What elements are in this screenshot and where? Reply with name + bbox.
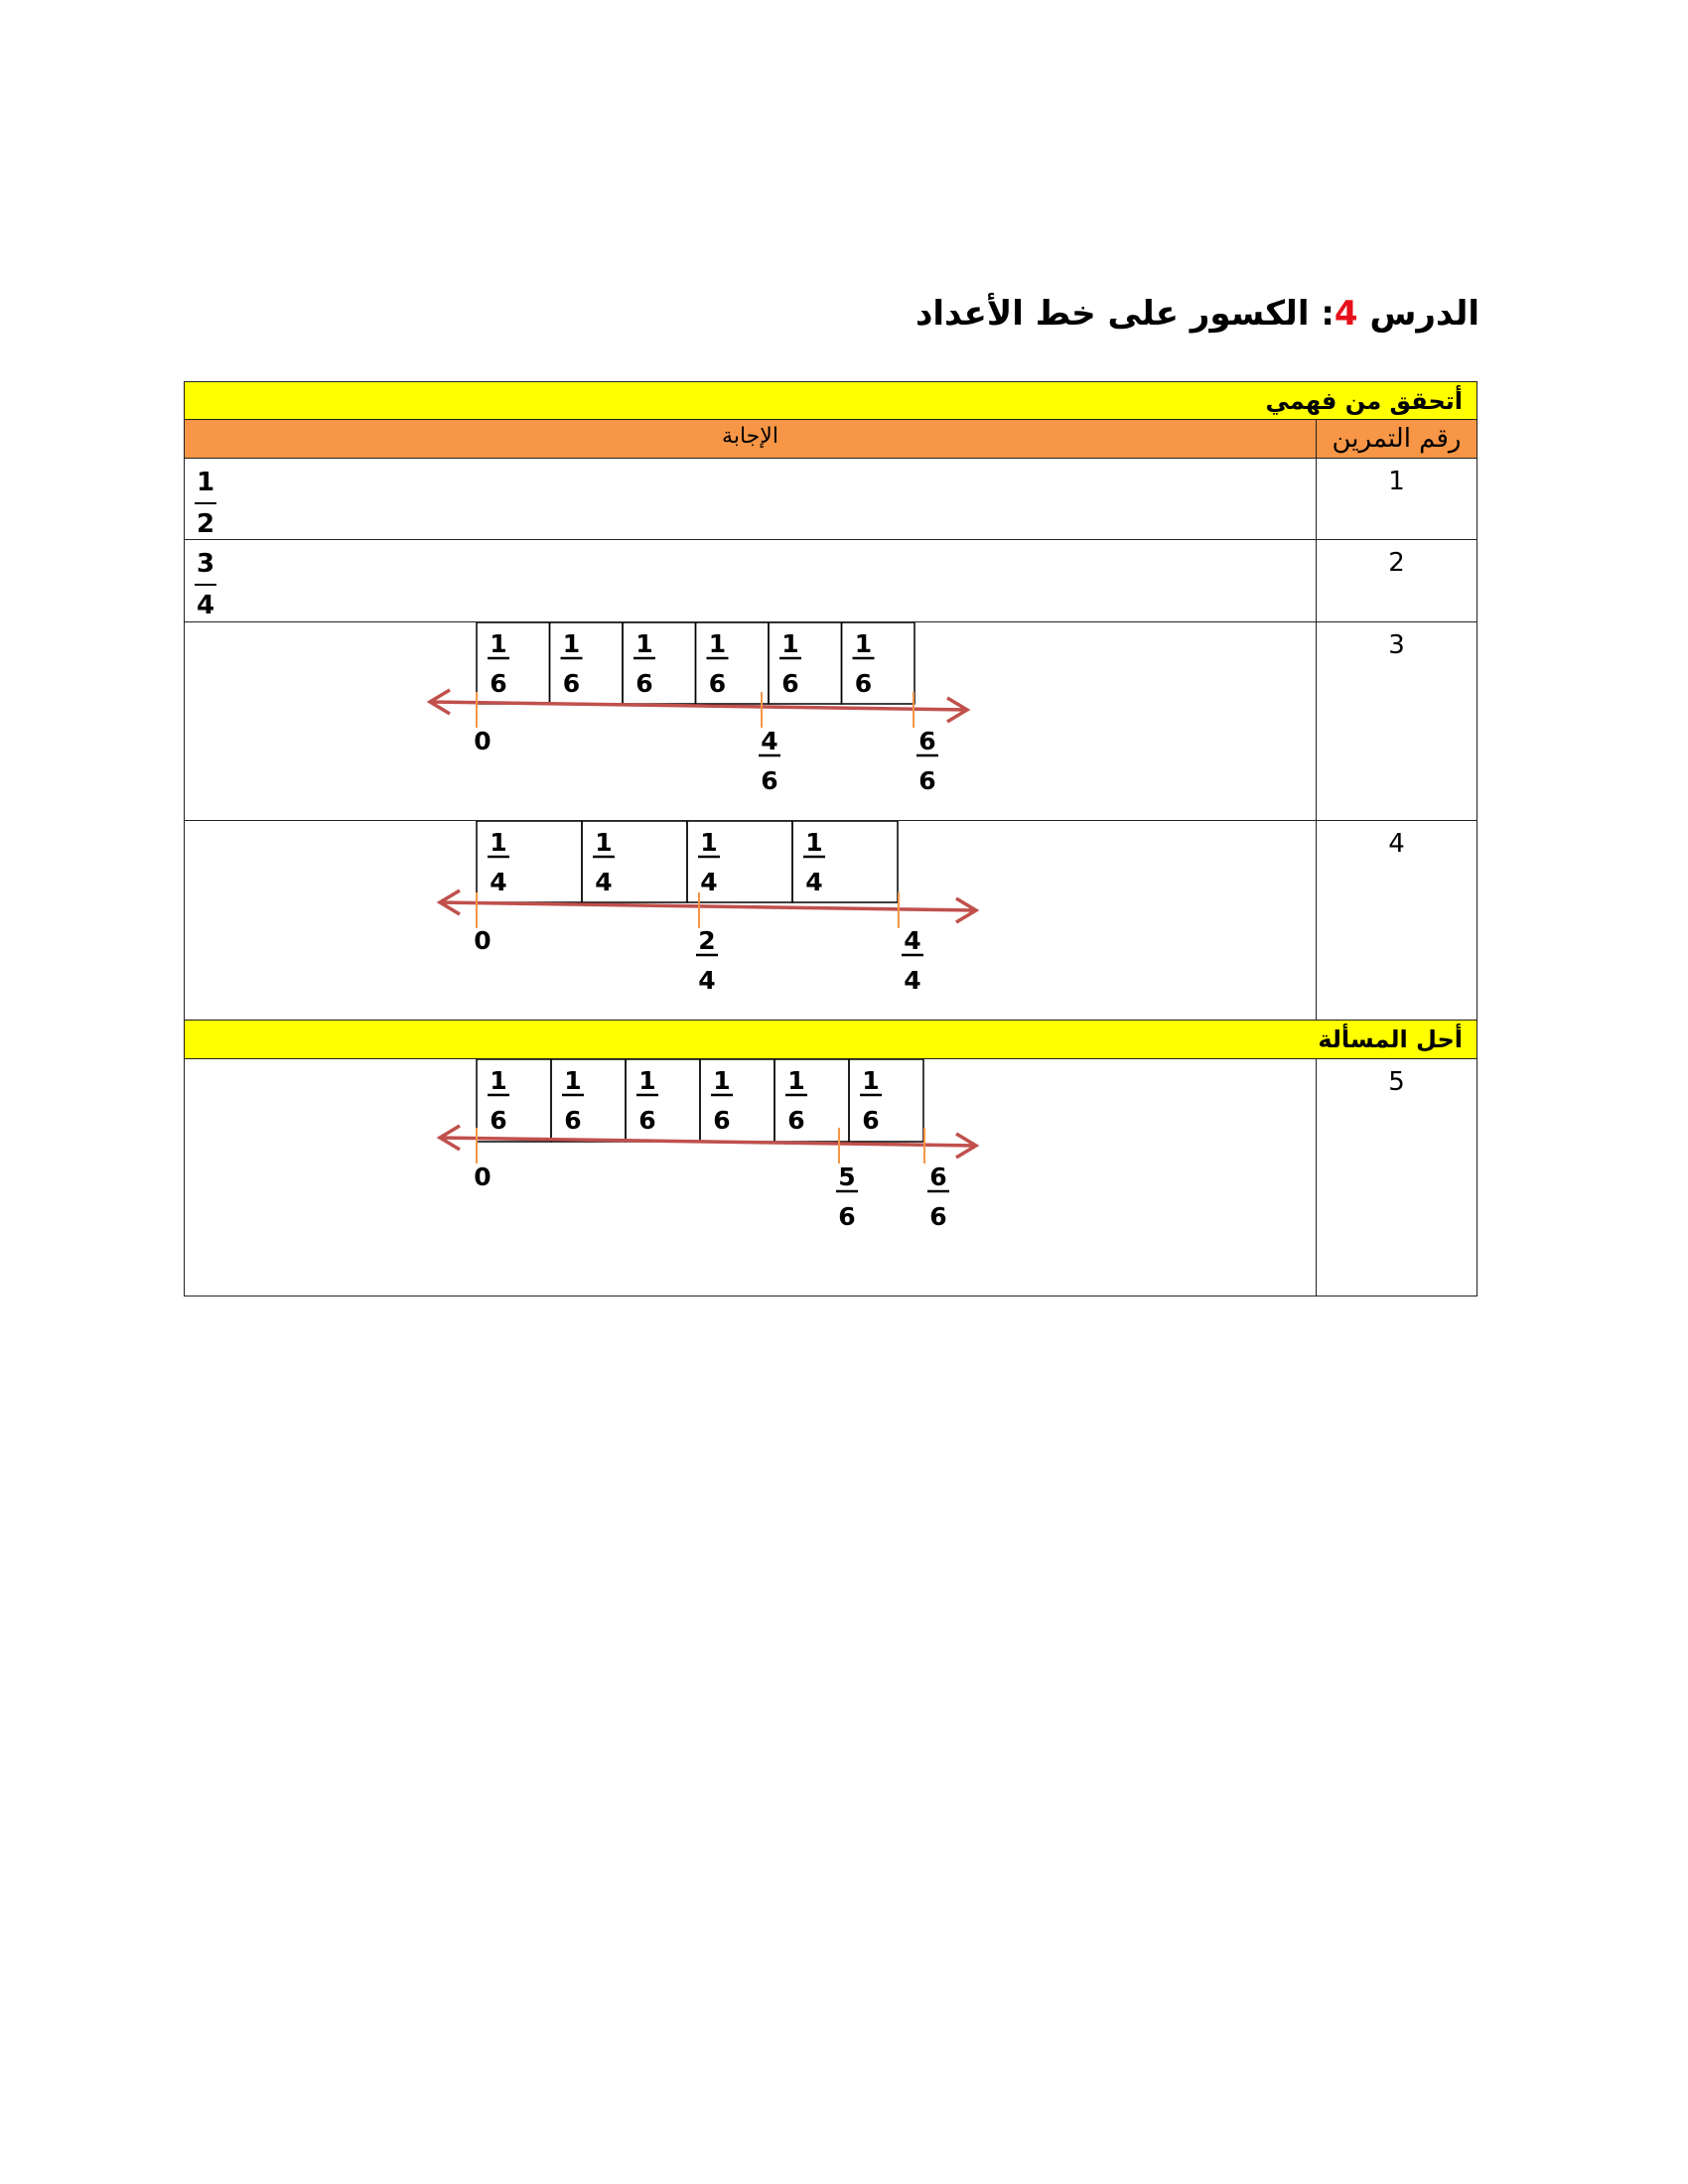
exercise-number: 1 xyxy=(1316,459,1477,539)
fraction-denominator: 4 xyxy=(595,868,613,896)
table-header xyxy=(184,420,1477,459)
strip-piece-label xyxy=(779,629,801,698)
zero-label: 0 xyxy=(474,1162,492,1191)
fraction-strip-piece xyxy=(623,622,696,704)
strip-piece-label xyxy=(803,828,825,896)
fraction-denominator: 6 xyxy=(708,669,727,698)
answer-cell xyxy=(185,459,1316,539)
exercise-row-5 xyxy=(184,1059,1477,1297)
fraction-strip-piece xyxy=(696,622,770,704)
fraction-numerator: 6 xyxy=(929,1162,947,1191)
strip-piece-label xyxy=(707,629,729,698)
header-answer: الإجابة xyxy=(722,424,778,449)
number-line-cell xyxy=(185,821,1316,1020)
number-line xyxy=(430,702,967,710)
fraction-numerator: 1 xyxy=(708,629,727,658)
fraction-denominator: 6 xyxy=(787,1106,805,1135)
fraction-denominator: 6 xyxy=(635,669,653,698)
zero-label: 0 xyxy=(474,727,492,755)
fraction-denominator: 6 xyxy=(562,669,581,698)
strip-piece-label xyxy=(593,828,615,896)
section-check-understanding xyxy=(184,381,1477,420)
section-solve-problem xyxy=(184,1021,1477,1059)
fraction-denominator: 6 xyxy=(761,766,778,795)
fraction-numerator: 1 xyxy=(700,828,718,857)
fraction-numerator: 1 xyxy=(195,463,216,504)
fraction-denominator: 6 xyxy=(713,1106,731,1135)
exercise-number: 4 xyxy=(1316,821,1477,1020)
strip-piece-label xyxy=(711,1066,733,1135)
fraction-numerator: 1 xyxy=(638,1066,656,1095)
exercise-row-1 xyxy=(184,459,1477,540)
number-line xyxy=(440,902,976,910)
fraction-numerator: 1 xyxy=(862,1066,880,1095)
fraction-numerator: 4 xyxy=(761,727,778,755)
exercise-number: 5 xyxy=(1316,1059,1477,1296)
marked-fraction-label xyxy=(696,926,718,995)
fraction-denominator: 6 xyxy=(490,1106,507,1135)
fraction-strip-piece xyxy=(550,622,624,704)
answer-cell xyxy=(185,540,1316,621)
fraction-numerator: 1 xyxy=(781,629,799,658)
fraction-numerator: 2 xyxy=(698,926,716,955)
fraction-numerator: 4 xyxy=(904,926,921,955)
fraction-strip-piece xyxy=(477,622,550,704)
fraction-strip-piece xyxy=(849,1059,923,1142)
fraction-numerator: 3 xyxy=(195,544,216,586)
fraction-numerator: 1 xyxy=(490,1066,507,1095)
fraction-numerator: 1 xyxy=(805,828,823,857)
strip-piece-label xyxy=(860,1066,882,1135)
fraction-denominator: 6 xyxy=(638,1106,656,1135)
header-exercise-number: رقم التمرين xyxy=(1316,420,1477,458)
fraction-strip-piece xyxy=(551,1059,626,1142)
exercise-row-3 xyxy=(184,622,1477,821)
fraction-denominator: 6 xyxy=(862,1106,880,1135)
zero-label: 0 xyxy=(474,926,492,955)
section-solve-label: أحل المسألة xyxy=(1318,1025,1463,1053)
fraction-numerator: 6 xyxy=(918,727,936,755)
fraction-numerator: 1 xyxy=(713,1066,731,1095)
fraction-numerator: 1 xyxy=(635,629,653,658)
answer-fraction xyxy=(195,544,216,625)
strip-piece-label xyxy=(698,828,720,896)
fraction-denominator: 6 xyxy=(854,669,873,698)
fraction-denominator: 6 xyxy=(918,766,936,795)
fraction-denominator: 4 xyxy=(904,966,921,995)
exercise-number: 3 xyxy=(1316,622,1477,820)
fraction-strip-piece xyxy=(769,622,842,704)
fraction-denominator: 4 xyxy=(805,868,823,896)
strip-piece-label xyxy=(562,1066,584,1135)
marked-fraction-label xyxy=(836,1162,858,1231)
answer-fraction xyxy=(195,463,216,544)
end-fraction-label xyxy=(916,727,938,795)
fraction-denominator: 6 xyxy=(564,1106,582,1135)
fraction-denominator: 6 xyxy=(929,1202,947,1231)
lesson-title-rest: : الكسور على خط الأعداد xyxy=(914,294,1335,334)
fraction-strip-piece xyxy=(477,1059,551,1142)
strip-piece-label xyxy=(785,1066,807,1135)
fraction-denominator: 4 xyxy=(490,868,507,896)
fraction-numerator: 1 xyxy=(490,828,507,857)
fraction-denominator: 4 xyxy=(698,966,716,995)
exercise-row-4 xyxy=(184,821,1477,1021)
number-line-cell xyxy=(185,1059,1316,1296)
fraction-numerator: 1 xyxy=(854,629,873,658)
marked-fraction-label xyxy=(759,727,780,795)
section-check-label: أتحقق من فهمي xyxy=(1265,387,1463,415)
lesson-title-prefix: الدرس xyxy=(1369,294,1479,334)
fraction-numerator: 1 xyxy=(562,629,581,658)
exercise-number: 2 xyxy=(1316,540,1477,621)
strip-piece-label xyxy=(488,629,509,698)
worksheet-table xyxy=(184,381,1477,1297)
strip-piece-label xyxy=(561,629,583,698)
fraction-numerator: 1 xyxy=(490,629,507,658)
exercise-row-2 xyxy=(184,540,1477,622)
lesson-number: 4 xyxy=(1334,294,1358,334)
strip-piece-label xyxy=(488,1066,509,1135)
number-line-diagram xyxy=(185,821,1317,1054)
fraction-numerator: 1 xyxy=(564,1066,582,1095)
fraction-denominator: 6 xyxy=(781,669,799,698)
number-line-cell xyxy=(185,622,1316,820)
fraction-denominator: 6 xyxy=(838,1202,856,1231)
end-fraction-label xyxy=(902,926,923,995)
fraction-strip-piece xyxy=(774,1059,849,1142)
number-line-diagram xyxy=(185,1059,1317,1293)
fraction-denominator: 6 xyxy=(490,669,507,698)
strip-piece-label xyxy=(636,1066,658,1135)
fraction-denominator: 4 xyxy=(197,591,215,620)
fraction-numerator: 1 xyxy=(787,1066,805,1095)
lesson-title xyxy=(915,294,1479,334)
strip-piece-label xyxy=(633,629,655,698)
strip-piece-label xyxy=(488,828,509,896)
fraction-numerator: 1 xyxy=(595,828,613,857)
strip-piece-label xyxy=(853,629,875,698)
fraction-strip-piece xyxy=(700,1059,774,1142)
fraction-denominator: 2 xyxy=(197,509,215,539)
end-fraction-label xyxy=(927,1162,949,1231)
fraction-denominator: 4 xyxy=(700,868,718,896)
fraction-strip-piece xyxy=(842,622,915,704)
fraction-strip-piece xyxy=(626,1059,700,1142)
fraction-numerator: 5 xyxy=(838,1162,856,1191)
